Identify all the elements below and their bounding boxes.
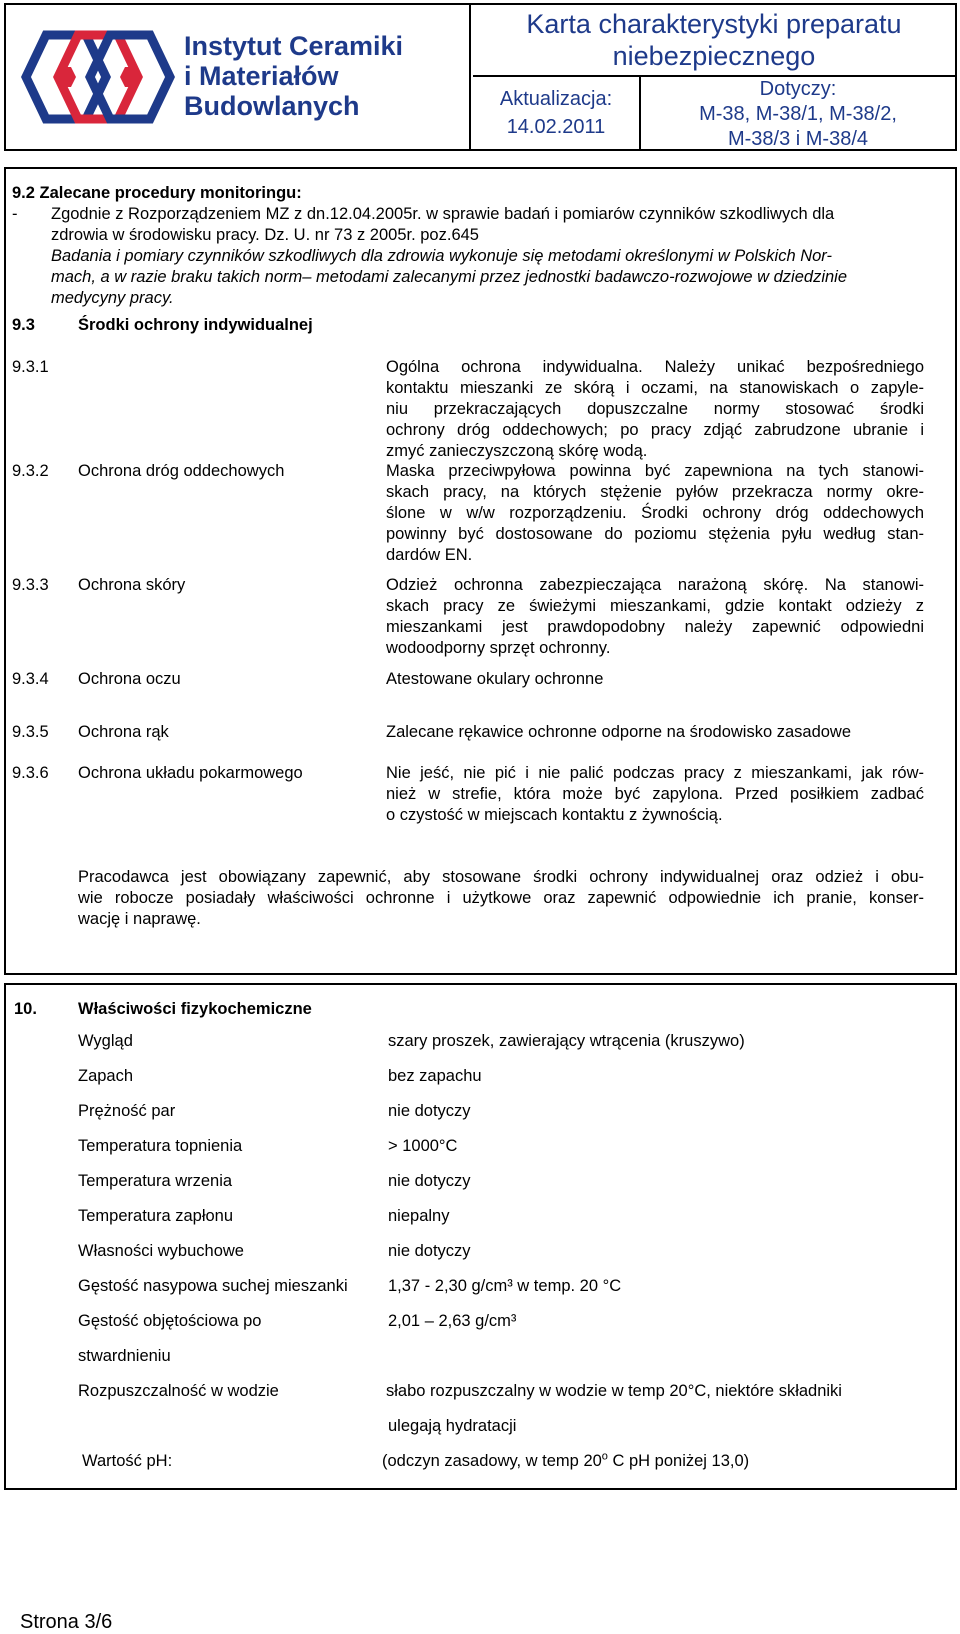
property-label: Rozpuszczalność w wodzie	[78, 1382, 279, 1400]
property-label: Zapach	[78, 1067, 134, 1085]
section-9-3-number: 9.3	[12, 316, 35, 334]
item-number: 9.3.1	[12, 358, 49, 376]
item-number: 9.3.3	[12, 576, 49, 594]
item-9-3-1-text	[386, 357, 924, 462]
property-value: ulegają hydratacji	[388, 1417, 517, 1435]
property-value: 1,37 - 2,30 g/cm³ w temp. 20 °C	[388, 1277, 622, 1295]
property-label: Wygląd	[78, 1032, 133, 1050]
item-line: niu przekraczających dopuszczalne normy stosować środki	[386, 400, 924, 418]
item-line: zmyć zanieczyszczoną skórę wodą.	[386, 442, 648, 460]
ph-label: Wartość pH:	[82, 1452, 173, 1470]
s92-line-2: zdrowia w środowisku pracy. Dz. U. nr 73 z 2005r. poz.645	[51, 226, 479, 244]
property-label: stwardnieniu	[78, 1347, 171, 1365]
logo-cell	[6, 5, 471, 149]
item-number: 9.3.6	[12, 764, 49, 782]
employer-line: Pracodawca jest obowiązany zapewnić, aby stosowane środki ochrony indywidualnej oraz odzież i obu-	[78, 868, 924, 886]
property-value: niepalny	[388, 1207, 450, 1225]
property-value: > 1000°C	[388, 1137, 458, 1155]
concerns-line-2: M-38/3 i M-38/4	[727, 128, 869, 150]
item-label: Ochrona rąk	[78, 723, 169, 741]
update-info	[473, 77, 641, 149]
item-line: powinny być dostosowane do poziomu stężenia pyłu według stan-	[386, 525, 924, 543]
section-9-3-title: Środki ochrony indywidualnej	[78, 316, 313, 334]
title-line-2: niebezpiecznego	[612, 41, 816, 71]
item-line: Ogólna ochrona indywidualna. Należy unikać bezpośredniego	[386, 358, 924, 376]
concerns-line-1: M-38, M-38/1, M-38/2,	[699, 103, 897, 125]
item-line: mieszankami jest prawdopodobny należy zapewnić odpowiedni	[386, 618, 924, 636]
title-line-1: Karta charakterystyki preparatu	[526, 9, 902, 39]
logo-line-3: Budowlanych	[184, 91, 360, 121]
concerns-info	[641, 77, 955, 149]
employer-line: wację i naprawę.	[78, 910, 201, 928]
item-label: Ochrona oczu	[78, 670, 181, 688]
property-value: szary proszek, zawierający wtrącenia (kruszywo)	[388, 1032, 745, 1050]
item-number: 9.3.4	[12, 670, 49, 688]
item-9-3-3-text	[386, 575, 924, 659]
item-number: 9.3.2	[12, 462, 49, 480]
document-header	[4, 3, 957, 151]
property-value: nie dotyczy	[388, 1102, 471, 1120]
item-line: Odzież ochronna zabezpieczająca narażoną skórę. Na stanowi-	[386, 576, 924, 594]
item-line: dardów EN.	[386, 546, 473, 564]
institute-logo-icon	[16, 27, 176, 127]
property-label: Prężność par	[78, 1102, 176, 1120]
item-label: Ochrona skóry	[78, 576, 186, 594]
logo-text	[184, 31, 403, 121]
item-9-3-6-text	[386, 763, 924, 826]
degree-superscript: o	[601, 1450, 608, 1463]
item-line: wodoodporny sprzęt ochronny.	[386, 639, 611, 657]
section-9-2-heading: 9.2 Zalecane procedury monitoringu:	[12, 184, 302, 202]
logo-line-1: Instytut Ceramiki	[184, 31, 404, 61]
item-line: ślone w w/w rozporządzeniu. Środki ochrony dróg oddechowych	[386, 504, 924, 522]
item-line: o czystość w miejscach kontaktu z żywnością.	[386, 806, 723, 824]
employer-paragraph	[78, 867, 924, 930]
item-line: Nie jeść, nie pić i nie palić podczas pracy z mieszankami, jak rów-	[386, 764, 924, 782]
item-number: 9.3.5	[12, 723, 49, 741]
item-line: kontaktu mieszanki ze skórą i oczami, na stanowiskach o zapyle-	[386, 379, 924, 397]
property-value: nie dotyczy	[388, 1172, 471, 1190]
property-label: Gęstość objętościowa po	[78, 1312, 262, 1330]
property-label: Temperatura wrzenia	[78, 1172, 233, 1190]
property-value: słabo rozpuszczalny w wodzie w temp 20°C, niektóre składniki	[386, 1382, 842, 1400]
item-line: skach pracy ze świeżymi mieszankami, gdzie kontakt odzieży z	[386, 597, 924, 615]
employer-line: wie robocze posiadały właściwości ochronne i użytkowe oraz zapewnić odpowiednie ich pranie, konser-	[78, 889, 924, 907]
property-value: 2,01 – 2,63 g/cm³	[388, 1312, 517, 1330]
s92-italic-1: Badania i pomiary czynników szkodliwych dla zdrowia wykonuje się metodami określonymi w Polskich Nor-	[51, 247, 833, 265]
s92-line-1: Zgodnie z Rozporządzeniem MZ z dn.12.04.2005r. w sprawie badań i pomiarów czynników szkodliwych dla	[51, 205, 835, 223]
property-label: Własności wybuchowe	[78, 1242, 244, 1260]
section-10-box	[4, 983, 957, 1490]
logo-line-2: i Materiałów	[184, 61, 339, 91]
item-9-3-2-text	[386, 461, 924, 566]
ph-value-pre: (odczyn zasadowy, w temp 20	[382, 1452, 602, 1470]
page-number: Strona 3/6	[20, 1611, 113, 1633]
section-9-box	[4, 167, 957, 975]
section-10-title: Właściwości fizykochemiczne	[78, 1000, 312, 1018]
section-10-number: 10.	[14, 1000, 37, 1018]
property-value: bez zapachu	[388, 1067, 482, 1085]
property-label: Gęstość nasypowa suchej mieszanki	[78, 1277, 348, 1295]
document-title	[473, 5, 955, 77]
item-label: Ochrona układu pokarmowego	[78, 764, 303, 782]
item-line: Maska przeciwpyłowa powinna być zapewniona na tych stanowi-	[386, 462, 924, 480]
ph-value	[382, 1451, 749, 1472]
update-date: 14.02.2011	[506, 116, 606, 138]
property-value: nie dotyczy	[388, 1242, 471, 1260]
s92-italic-3: medycyny pracy.	[51, 289, 174, 307]
property-label: Temperatura zapłonu	[78, 1207, 234, 1225]
item-line: skach pracy, na których stężenie pyłów przekracza normy okre-	[386, 483, 924, 501]
item-line: Zalecane rękawice ochronne odporne na środowisko zasadowe	[386, 723, 852, 741]
concerns-label: Dotyczy:	[759, 78, 837, 100]
update-label: Aktualizacja:	[499, 88, 613, 110]
s92-italic-2: mach, a w razie braku takich norm– metodami zalecanymi przez jednostki badawczo-rozwojowe w dziedzinie	[51, 268, 848, 286]
item-line: Atestowane okulary ochronne	[386, 670, 604, 688]
section-9-2-text	[51, 204, 949, 309]
ph-value-post: C pH poniżej 13,0)	[607, 1452, 750, 1470]
dash-bullet: -	[12, 205, 18, 223]
item-line: ochrony dróg oddechowych; po pracy zdjąć zabrudzone ubranie i	[386, 421, 924, 439]
property-label: Temperatura topnienia	[78, 1137, 243, 1155]
item-label: Ochrona dróg oddechowych	[78, 462, 285, 480]
item-line: nież w strefie, która może być zapylona. Przed posiłkiem zadbać	[386, 785, 924, 803]
